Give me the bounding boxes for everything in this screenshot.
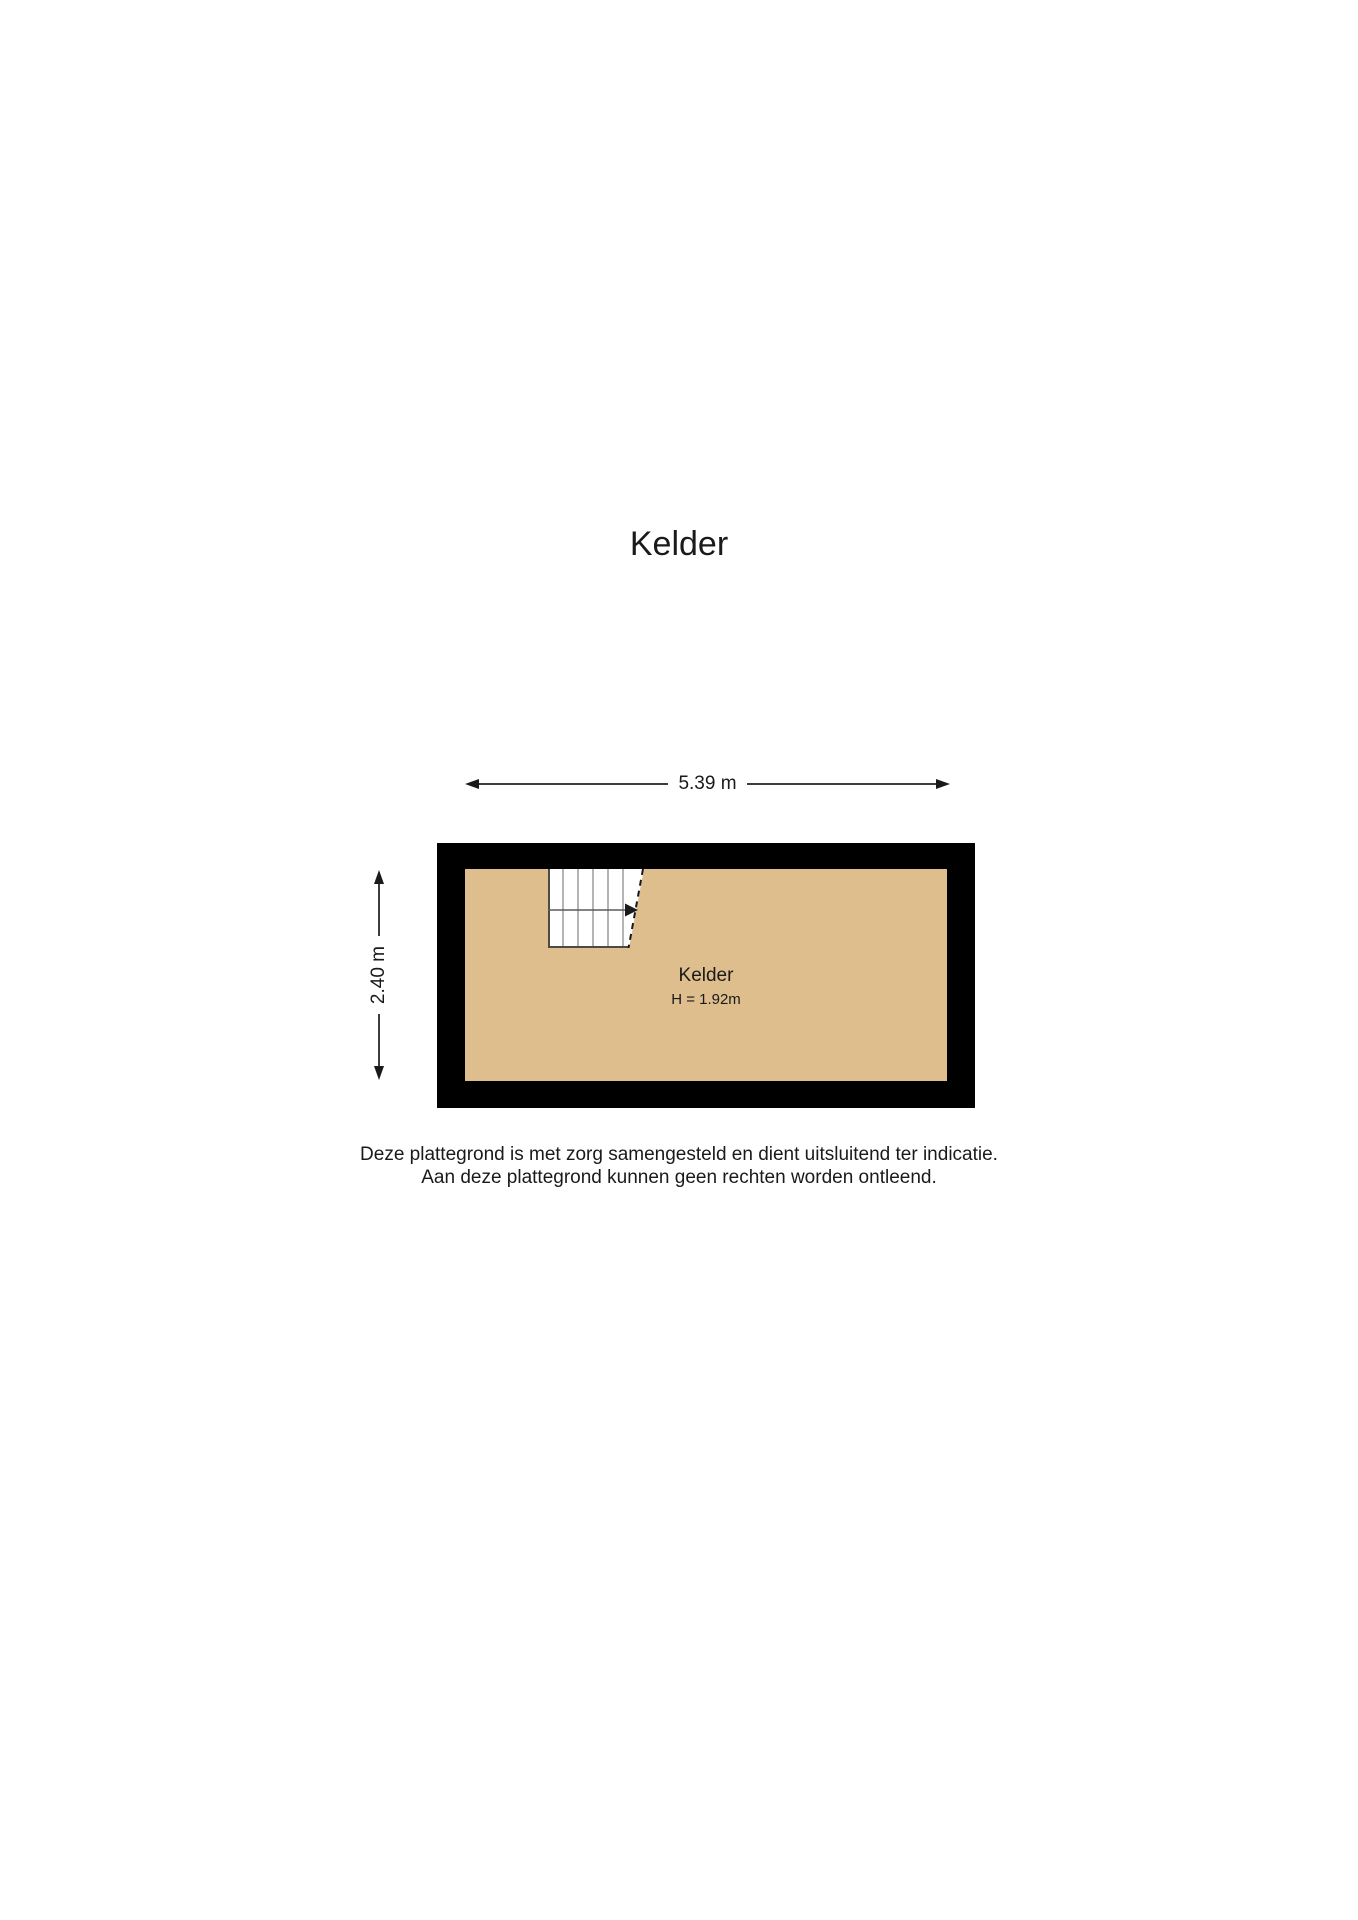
dimension-line	[378, 884, 380, 936]
dimension-line	[747, 783, 936, 785]
height-dimension-label: 2.40 m	[368, 945, 389, 1005]
dimension-line	[378, 1014, 380, 1066]
arrow-left-icon	[465, 779, 479, 789]
room-kelder-floor	[465, 869, 947, 1081]
arrow-down-icon	[374, 1066, 384, 1080]
height-dimension	[364, 870, 394, 1080]
floorplan-walls	[437, 843, 975, 1108]
dimension-line	[479, 783, 668, 785]
arrow-up-icon	[374, 870, 384, 884]
room-ceiling-height: H = 1.92m	[671, 990, 741, 1008]
width-dimension	[465, 772, 950, 796]
disclaimer-line-1: Deze plattegrond is met zorg samengesteld en dient uitsluitend ter indicatie.	[360, 1144, 998, 1165]
disclaimer-line-2: Aan deze plattegrond kunnen geen rechten worden ontleend.	[421, 1167, 937, 1188]
room-name: Kelder	[678, 965, 734, 986]
disclaimer	[0, 1143, 1358, 1189]
width-dimension-label: 5.39 m	[678, 773, 737, 794]
page-title: Kelder	[629, 525, 729, 563]
room-label	[465, 965, 947, 1009]
staircase	[548, 869, 644, 948]
arrow-right-icon	[936, 779, 950, 789]
